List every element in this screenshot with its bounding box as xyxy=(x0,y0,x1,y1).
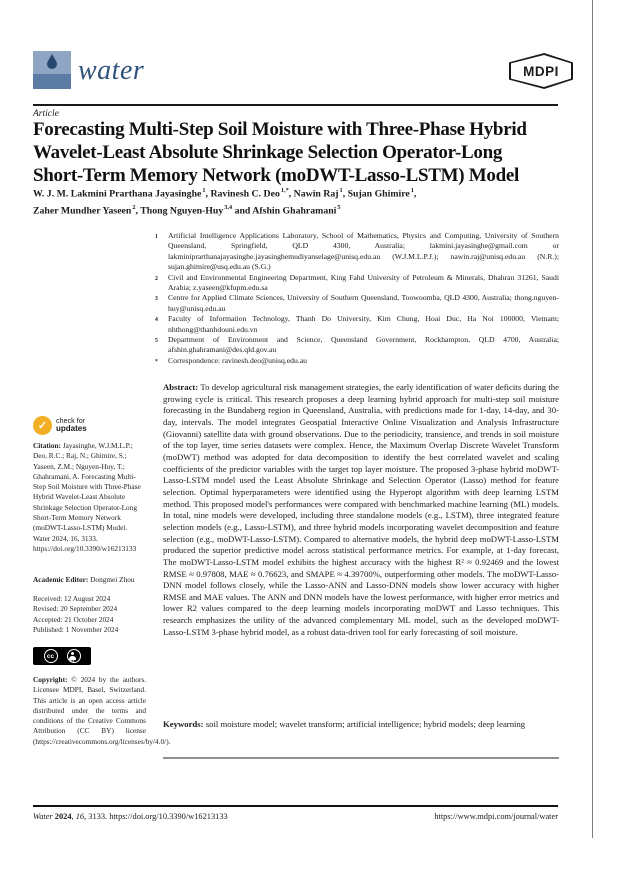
footer xyxy=(33,812,558,821)
check-for-updates-badge[interactable] xyxy=(33,414,123,436)
affiliation-number: 3 xyxy=(155,296,158,303)
keywords-text: soil moisture model; wavelet transform; artificial intelligence; hybrid models; deep learning xyxy=(205,719,526,729)
footer-citation[interactable]: Water 2024, 16, 3133. https://doi.org/10.3390/w16213133 xyxy=(33,812,228,821)
affiliation-number: 4 xyxy=(155,317,158,324)
affiliation-text: Artificial Intelligence Applications Laboratory, School of Mathematics, Physics and Computing, University of Southern Queensland, Springfield, QLD 4300, Australia; lakmini.jayasinghe@gmail.com or lakminiprarthanajayasinghe.jayasinghemudiyanselage@unisq.edu.au (W.J.M.L.P.J.); nawin.raj@unisq.edu.au (N.R.); sujan.ghimire@usq.edu.au (S.G.) xyxy=(168,231,559,272)
affiliation-number: 2 xyxy=(155,275,158,282)
author-name: Thong Nguyen-Huy xyxy=(140,205,224,217)
citation-text: Jayasinghe, W.J.M.L.P.; Deo, R.C.; Raj, N.; Ghimire, S.; Yaseen, Z.M.; Nguyen-Huy, T.; Ghahramani, A. Forecasting Multi-Step Soil Moisture with Three-Phase Hybrid Wavelet-Least Absolute Shrinkage Selection Operator-Long Short-Term Memory Network (moDWT-Lasso-LSTM) Model. Water 2024, 16, 3133. https://doi.org/10.3390/w16213133 xyxy=(33,441,141,553)
cc-icon: cc xyxy=(44,649,58,663)
footer-journal-link[interactable]: https://www.mdpi.com/journal/water xyxy=(434,812,558,821)
mdpi-logo-text: MDPI xyxy=(523,63,559,79)
affiliation-text: Department of Environment and Science, Queensland Government, Rockhampton, QLD 4700, Australia; afshin.ghahramani@des.qld.gov.au xyxy=(168,335,559,355)
date-line: Published: 1 November 2024 xyxy=(33,624,119,634)
footer-year: 2024 xyxy=(54,812,72,821)
author-affiliation-sup: 2 xyxy=(132,203,136,211)
citation-label: Citation: xyxy=(33,441,61,450)
abstract xyxy=(163,382,559,638)
affiliation-item xyxy=(155,231,559,273)
footer-doi-link[interactable]: , 3133. https://doi.org/10.3390/w16213133 xyxy=(84,812,228,821)
affiliation-number: 5 xyxy=(155,338,158,345)
affiliation-text: Correspondence: ravinesh.deo@unisq.edu.au xyxy=(168,355,308,365)
authors-line: W. J. M. Lakmini Prarthana Jayasinghe$^1$, Ravinesh C. Deo$^{1,*}$, Nawin Raj$^1$, Sujan Ghimire$^1$, xyxy=(33,187,417,200)
abstract-text: To develop agricultural risk management strategies, the early identification of water deficits during the growing cycle is critical. This research proposes a deep learning hybrid approach for multi-step soil moisture forecasting in the Bundaberg region in Queensland, Australia, with predictions made for 1-day, 14-day, and 30-day, intervals. The model integrates Geospatial Interactive Online Visualization and Analysis Infrastructure (Giovanni) satellite data with ground observations. Due to the periodicity, transience, and trends in soil moisture of the top layer, time series datasets were complex. Hence, the Maximum Overlap Discrete Wavelet Transform (moDWT) method was adopted for data decomposition to identify the best correlated wavelet and scaling coefficients of the predictor variables with the target top layer moisture. The proposed 3-phase hybrid moDWT-Lasso-LSTM model used the Least Absolute Shrinkage and Selection Operator (Lasso) method for feature selection. Optimal hyperparameters were identified using the Hyperopt algorithm with deep learning LSTM method. This proposed model's performances were compared with benchmarked machine learning (ML) models. In total, nine models were developed, including three standalone models (e.g., LSTM), three integrated feature selection models (e.g., Lasso-LSTM), and three hybrid models incorporating wavelet decomposition and feature selection (e.g., moDWT-Lasso-LSTM). Compared to alternative models, the hybrid deep moDWT-Lasso-LSTM produced the superior predictive model across statistical performance metrics. For example, at 1-day forecast, The moDWT-Lasso-LSTM model exhibits the highest accuracy with the highest R² ≈ 0.92469 and the lowest RMSE ≈ 0.97808, MAE ≈ 0.76623, and SMAPE ≈ 4.39700%, outperforming other models. The moDWT-Lasso-DNN model follows closely, while the Lasso-ANN and Lasso-DNN models show lower accuracy with higher RMSE and MAE values. The ANN and DNN models have the lowest performance, with higher error metrics and lower R2 values compared to the deep learning models incorporating moDWT and Lasso techniques. This research emphasizes the utility of the advanced complementary ML model, such as the developed moDWT-Lasso-LSTM 3-phase hybrid model, as a robust data-driven tool for early forecasting of soil moisture. xyxy=(163,382,560,637)
page-title xyxy=(33,118,565,187)
author-affiliation-sup: 1,* xyxy=(280,187,289,194)
footer-journal-name: Water xyxy=(33,812,53,821)
updates-text: updates xyxy=(56,424,87,433)
cc-by-person-icon xyxy=(67,649,81,663)
author-name: Ravinesh C. Deo xyxy=(210,188,280,200)
keywords-divider xyxy=(163,757,559,759)
title-line: Short-Term Memory Network (moDWT-Lasso-LSTM) Model xyxy=(33,165,519,186)
affiliation-item xyxy=(155,335,559,356)
footer-divider xyxy=(33,805,558,807)
copyright-text xyxy=(33,675,171,747)
header-divider xyxy=(33,104,558,106)
author-name: Afshin Ghahramani xyxy=(252,205,337,217)
by-label: BY xyxy=(70,659,75,663)
academic-editor-name: Dongmei Zhou xyxy=(90,575,135,584)
author-affiliation-sup: 5 xyxy=(337,203,341,211)
affiliation-text: Civil and Environmental Engineering Department, King Fahd University of Petroleum & Minerals, Dhahran 31261, Saudi Arabia; z.yaseen@kfupm.edu.sa xyxy=(168,272,559,293)
water-logo-base xyxy=(33,74,71,89)
citation-block xyxy=(33,441,146,554)
academic-editor-label: Academic Editor: xyxy=(33,575,89,584)
academic-editor xyxy=(33,575,146,585)
article-type-label: Article xyxy=(33,109,59,119)
author-name: W. J. M. Lakmini Prarthana Jayasinghe xyxy=(33,188,202,200)
copyright-body: © 2024 by the authors. Licensee MDPI, Basel, Switzerland. This article is an open access article distributed under the terms and conditions of the Creative Commons Attribution (CC BY) license (https://creativecommons.org/licenses/by/4.0/). xyxy=(33,675,171,746)
authors-line: Zaher Mundher Yaseen$^2$, Thong Nguyen-Huy$^{3,4}$ and Afshin Ghahramani$^5$ xyxy=(33,203,341,217)
author-affiliation-sup: 1 xyxy=(410,187,414,194)
water-journal-logo xyxy=(33,51,71,89)
check-for-updates-label xyxy=(56,417,87,434)
authors-block xyxy=(33,184,565,218)
date-line: Revised: 20 September 2024 xyxy=(33,604,118,614)
author-name: Zaher Mundher Yaseen xyxy=(33,205,132,217)
footer-volume: 16 xyxy=(75,812,85,821)
cc-license-badge[interactable] xyxy=(33,647,91,665)
affiliation-text: Faculty of Information Technology, Thanh Do University, Kim Chung, Hoai Duc, Ha Noi 100000, Vietnam; nhthong@thanhdouni.edu.vn xyxy=(168,314,559,334)
abstract-label: Abstract: xyxy=(163,382,199,392)
journal-name: water xyxy=(78,55,145,86)
check-icon: ✓ xyxy=(33,416,52,435)
affiliation-number: 1 xyxy=(155,234,158,240)
keywords-label: Keywords: xyxy=(163,719,204,729)
affiliations-list xyxy=(155,231,559,367)
author-affiliation-sup: 1 xyxy=(202,187,206,194)
affiliation-item xyxy=(155,273,559,294)
author-affiliation-sup: 3,4 xyxy=(224,203,233,211)
title-line: Wavelet-Least Absolute Shrinkage Selection Operator-Long xyxy=(33,142,503,163)
date-line: Received: 12 August 2024 xyxy=(33,594,111,603)
person-head xyxy=(71,652,74,655)
check-for-text: check for xyxy=(56,415,86,425)
mdpi-logo xyxy=(509,53,573,89)
title-line: Forecasting Multi-Step Soil Moisture with Three-Phase Hybrid xyxy=(33,119,527,140)
water-drop-icon xyxy=(47,59,57,69)
article-dates xyxy=(33,594,146,635)
author-name: Nawin Raj xyxy=(293,188,339,200)
affiliation-item xyxy=(155,314,559,335)
page-edge-line xyxy=(592,0,593,838)
keywords xyxy=(163,718,559,730)
date-line: Accepted: 21 October 2024 xyxy=(33,614,114,624)
copyright-label: Copyright: xyxy=(33,675,68,684)
author-name: Sujan Ghimire xyxy=(347,188,410,200)
affiliation-text: Centre for Applied Climate Sciences, University of Southern Queensland, Toowoomba, QLD 4300, Australia; thong.nguyen-huy@unisq.edu.au xyxy=(168,293,559,313)
affiliation-number: * xyxy=(155,358,158,365)
author-affiliation-sup: 1 xyxy=(339,187,343,194)
affiliation-item xyxy=(155,356,559,367)
affiliation-item xyxy=(155,293,559,314)
